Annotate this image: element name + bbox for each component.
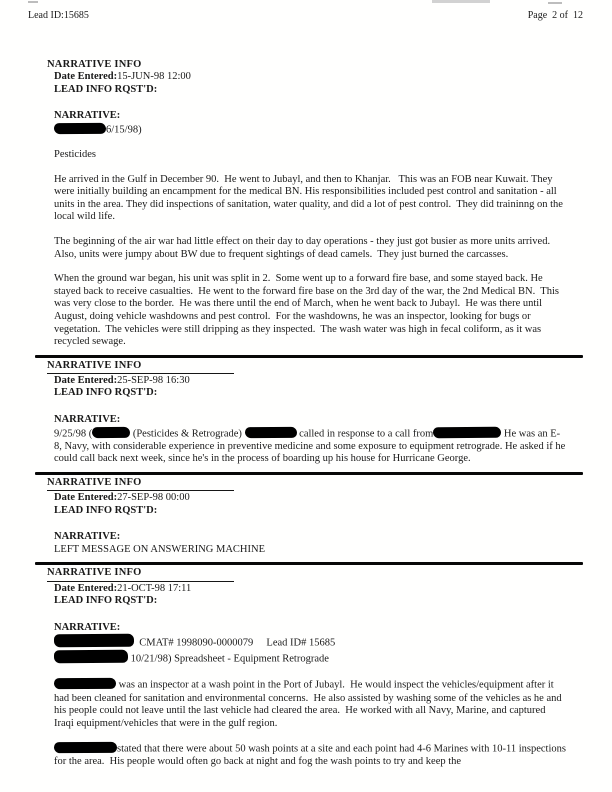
page-header: [28, 10, 583, 23]
date-entered-line: [54, 375, 583, 388]
date-entered-label: Date Entered:: [54, 582, 118, 594]
lead-id-text: Lead ID:15685: [28, 10, 89, 21]
redaction-mark: [54, 123, 106, 134]
narrative-text: was an inspector at a wash point in the Port of Jubayl. He would inspect the vehicles/equipment after it had been cleaned for sanitation and environmental concerns. He also assisted by washing some of the vehicles as he and his people could not leave until the last vehicle had cleared the area. He worked with all Navy, Marine, and captured Iraqi equipment/vehicles that were in the gulf region.: [54, 679, 565, 729]
date-entered-value: 21-OCT-98 17:11: [117, 582, 192, 594]
narrative-label: NARRATIVE:: [54, 621, 121, 633]
narrative-paragraph: [54, 273, 566, 349]
narrative-paragraph: [54, 544, 566, 557]
section-divider-rule: [35, 355, 583, 358]
lead-info-rqstd-label: LEAD INFO RQST'D:: [54, 595, 158, 607]
narrative-sections: [47, 59, 583, 769]
redaction-mark: [54, 634, 134, 648]
redaction-mark: [244, 426, 296, 437]
narrative-paragraph: [54, 123, 566, 137]
narrative-label: NARRATIVE:: [54, 531, 121, 543]
narrative-text: The beginning of the air war had little effect on their day to day operations - they just got busier as more units arrived. Also, units were jumpy about BW due to frequent sightings of dead camels. They just burned the carcasses.: [54, 236, 555, 260]
page-number-text: Page 2 of 12: [527, 10, 583, 21]
narrative-section: [47, 59, 583, 349]
section-divider-rule: [35, 562, 583, 565]
redaction-mark: [433, 426, 501, 437]
narrative-text: 10/21/98) Spreadsheet - Equipment Retrograde: [128, 653, 329, 665]
date-entered-line: [54, 492, 583, 505]
narrative-text: He arrived in the Gulf in December 90. He went to Jubayl, and then to Khanjar. This was an FOB near Kuwait. They were initially building an encampment for the medical BN. His responsibilities included pest control and sanitation - all units in the area. They did inspections of sanitation, water quality, and did a lot of pest control. They did traininng on the local wild life.: [54, 173, 566, 223]
narrative-text: 9/25/98 (: [54, 428, 93, 440]
scan-artifact: [548, 2, 562, 4]
narrative-label: NARRATIVE:: [54, 110, 121, 122]
lead-info-rqstd-label: LEAD INFO RQST'D:: [54, 387, 158, 399]
narrative-text: CMAT# 1998090-0000079 Lead ID# 15685: [134, 637, 336, 649]
narrative-text: (Pesticides & Retrograde): [130, 428, 245, 440]
narrative-section: [47, 355, 583, 466]
narrative-text: 6/15/98): [106, 124, 142, 136]
section-title: NARRATIVE INFO: [47, 567, 234, 581]
redaction-mark: [54, 678, 116, 689]
date-entered-line: [54, 71, 583, 84]
narrative-text: Pesticides: [54, 149, 96, 161]
narrative-paragraph: [54, 174, 566, 224]
section-title: NARRATIVE INFO: [47, 477, 234, 491]
narrative-paragraph: [54, 427, 566, 466]
narrative-text: He was an E-8, Navy, with considerable experience in preventive medicine and some exposure to equipment retrograde. He asked if he could call back next week, since he's in the process of boarding up his house for Hurricane George.: [54, 428, 568, 465]
narrative-label: NARRATIVE:: [54, 414, 121, 426]
date-entered-label: Date Entered:: [54, 71, 118, 83]
narrative-text: When the ground war began, his unit was split in 2. Some went up to a forward fire base, and some stayed back. He stayed back to receive casualties. He went to the forward fire base on the 3rd day of the war, the 2nd Medical BN. This was very close to the border. He was there until the end of March, when he went back to Jubayl. He was there until August, doing vehicle washdowns and pest control. For the washdowns, he was an inspector, looking for bugs or vegetation. The vehicles were still dripping as they inspected. The wash water was high in fecal coliform, as it was recycled sewage.: [54, 273, 562, 348]
redaction-mark: [92, 427, 130, 438]
redaction-mark: [54, 742, 117, 753]
narrative-text: stated that there were about 50 wash points at a site and each point had 4-6 Marines with 10-11 inspections for the area. His people would often go back at night and fog the wash points to try and keep the: [54, 743, 569, 768]
scan-artifact: [432, 0, 490, 3]
narrative-paragraph: [54, 236, 566, 261]
date-entered-value: 15-JUN-98 12:00: [117, 71, 191, 83]
date-entered-label: Date Entered:: [54, 374, 118, 386]
section-title: NARRATIVE INFO: [47, 58, 142, 70]
narrative-text: called in response to a call from: [296, 428, 434, 440]
narrative-section: [47, 562, 583, 769]
narrative-text: LEFT MESSAGE ON ANSWERING MACHINE: [54, 543, 265, 555]
lead-info-rqstd-label: LEAD INFO RQST'D:: [54, 83, 158, 95]
section-divider-rule: [35, 472, 583, 475]
date-entered-value: 25-SEP-98 16:30: [117, 374, 190, 386]
scan-artifact: [28, 1, 38, 3]
narrative-paragraph: [54, 634, 566, 666]
narrative-paragraph: [54, 149, 566, 162]
date-entered-label: Date Entered:: [54, 492, 118, 504]
narrative-paragraph: [54, 678, 566, 730]
narrative-paragraph: [54, 742, 569, 769]
date-entered-line: [54, 583, 583, 596]
narrative-section: [47, 472, 583, 556]
lead-info-rqstd-label: LEAD INFO RQST'D:: [54, 504, 158, 516]
redaction-mark: [54, 650, 128, 664]
section-title: NARRATIVE INFO: [47, 360, 234, 374]
date-entered-value: 27-SEP-98 00:00: [117, 492, 190, 504]
